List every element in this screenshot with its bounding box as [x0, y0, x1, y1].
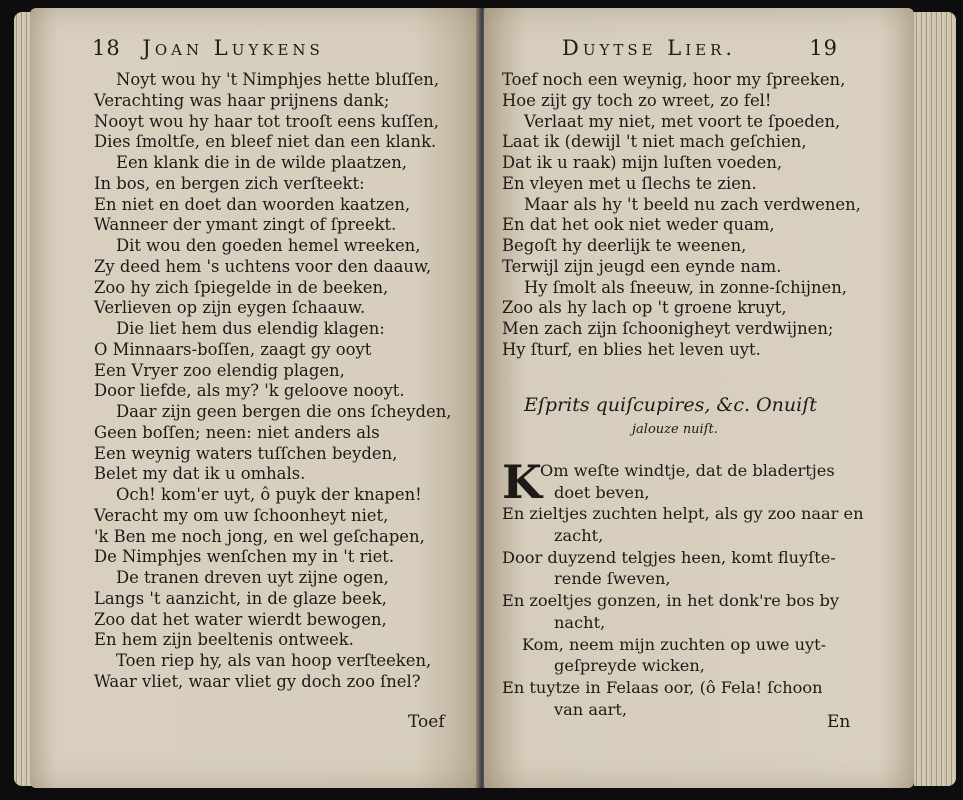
verse-line: En hem zijn beeltenis ontweek. — [94, 630, 354, 650]
verse-line: Een klank die in de wilde plaatzen, — [116, 153, 408, 172]
catchword-left: Toef — [408, 712, 445, 732]
verse-line: Een Vryer zoo elendig plagen, — [94, 360, 345, 380]
verse-line: Een weynig waters tuſſchen beyden, — [94, 443, 398, 463]
verse-line: Geen boſſen; neen: niet anders als — [94, 422, 380, 442]
poem-line: Kom, neem mijn zuchten op uwe uyt- — [522, 634, 827, 654]
verse-line: Veracht my om uw ſchoonheyt niet, — [94, 505, 389, 525]
verse-line: Dies ſmoltſe, en bleef niet dan een klank. — [94, 132, 437, 152]
verse-line: Toef noch een weynig, hoor my ſpreeken, — [502, 70, 846, 89]
verse-line: En vleyen met u ſlechs te zien. — [502, 173, 757, 193]
verse-line: Daar zijn geen bergen die ons ſcheyden, — [116, 402, 452, 421]
page-number-right: 19 — [809, 36, 838, 60]
verse-line: Wanneer der ymant zingt of ſpreekt. — [94, 215, 397, 235]
verse-line: En niet en doet dan woorden kaatzen, — [94, 194, 411, 214]
right-header — [562, 36, 894, 60]
poem-line: doet beven, — [554, 482, 650, 502]
verse-line: Die liet hem dus elendig klagen: — [116, 319, 385, 338]
poem-line: nacht, — [554, 612, 606, 632]
right-page-edges — [914, 12, 956, 786]
verse-line: In bos, en bergen zich verſteekt: — [94, 173, 365, 193]
verse-line: Waar vliet, waar vliet gy doch zoo ſnel? — [94, 671, 421, 691]
verse-line: Langs 't aanzicht, in de glaze beek, — [94, 588, 387, 608]
verse-line: De Nimphjes wenſchen my in 't riet. — [94, 547, 395, 567]
catchword-right: En — [827, 712, 851, 732]
verse-line: Zoo dat het water wierdt bewogen, — [94, 609, 387, 629]
right-verse — [502, 70, 861, 361]
running-title-left: Joan Luykens — [142, 36, 324, 60]
verse-line: Dat ik u raak) mijn luſten voeden, — [502, 153, 783, 172]
poem-line: zacht, — [554, 526, 604, 546]
verse-line: O Minnaars-boſſen, zaagt gy ooyt — [94, 339, 372, 359]
verse-line: Men zach zijn ſchoonigheyt verdwijnen; — [502, 319, 834, 338]
poem-line: En tuytze in Felaas oor, (ô Fela! ſchoon — [502, 677, 823, 697]
left-verse — [94, 70, 452, 693]
page-number-left: 18 — [92, 36, 121, 60]
poem-line: En zieltjes zuchten helpt, als gy zoo naar en — [502, 504, 864, 524]
verse-line: Verlaat my niet, met voort te ſpoeden, — [524, 111, 841, 131]
verse-line: De tranen dreven uyt zijne ogen, — [116, 568, 389, 587]
poem-line: van aart, — [554, 699, 628, 719]
verse-line: Begoſt hy deerlijk te weenen, — [502, 236, 747, 255]
poem-line: En zoeltjes gonzen, in het donk're bos by — [502, 591, 840, 611]
verse-line: Terwijl zijn jeugd een eynde nam. — [502, 256, 782, 276]
verse-line: Noyt wou hy 't Nimphjes hette bluſſen, — [116, 70, 440, 89]
verse-line: En dat het ook niet weder quam, — [502, 215, 775, 235]
poem-line: rende ſweven, — [554, 569, 671, 589]
verse-line: Dit wou den goeden hemel wreeken, — [116, 236, 421, 255]
verse-line: Och! kom'er uyt, ô puyk der knapen! — [116, 485, 422, 504]
poem-line: geſpreyde wicken, — [554, 656, 705, 676]
left-page — [30, 8, 482, 788]
verse-line: Door liefde, als my? 'k geloove nooyt. — [94, 381, 405, 401]
left-header — [92, 36, 462, 60]
verse-line: Verachting was haar prijnens dank; — [94, 90, 390, 110]
verse-line: Laat ik (dewijl 't niet mach geſchien, — [502, 132, 807, 152]
drop-cap: K — [502, 455, 542, 509]
verse-line: Belet my dat ik u omhals. — [94, 464, 306, 484]
song-subtitle: jalouze nuiſt. — [632, 422, 718, 437]
song-title: Eſprits quiſcupires, &c. Onuiſt — [524, 394, 817, 416]
poem-line: Door duyzend telgjes heen, komt fluyſte- — [502, 547, 836, 567]
verse-line: Maar als hy 't beeld nu zach verdwenen, — [524, 194, 861, 214]
right-page — [484, 8, 914, 788]
verse-line: Toen riep hy, als van hoop verſteeken, — [116, 651, 432, 670]
verse-line: Zy deed hem 's uchtens voor den daauw, — [94, 256, 432, 276]
verse-line: 'k Ben me noch jong, en wel geſchapen, — [94, 526, 425, 546]
poem-line: Om weſte windtje, dat de bladertjes — [540, 461, 835, 480]
verse-line: Hoe zijt gy toch zo wreet, zo fel! — [502, 90, 772, 110]
verse-line: Verlieven op zijn eygen ſchaauw. — [94, 298, 366, 318]
verse-line: Zoo als hy lach op 't groene kruyt, — [502, 298, 787, 318]
verse-line: Hy ſturf, en blies het leven uyt. — [502, 339, 761, 359]
verse-line: Hy ſmolt als ſneeuw, in zonne-ſchijnen, — [524, 277, 848, 297]
verse-line: Zoo hy zich ſpiegelde in de beeken, — [94, 277, 389, 297]
running-title-right: Duytse Lier. — [562, 36, 737, 60]
verse-line: Nooyt wou hy haar tot trooſt eens kuſſen, — [94, 111, 439, 131]
song-poem — [502, 455, 864, 720]
